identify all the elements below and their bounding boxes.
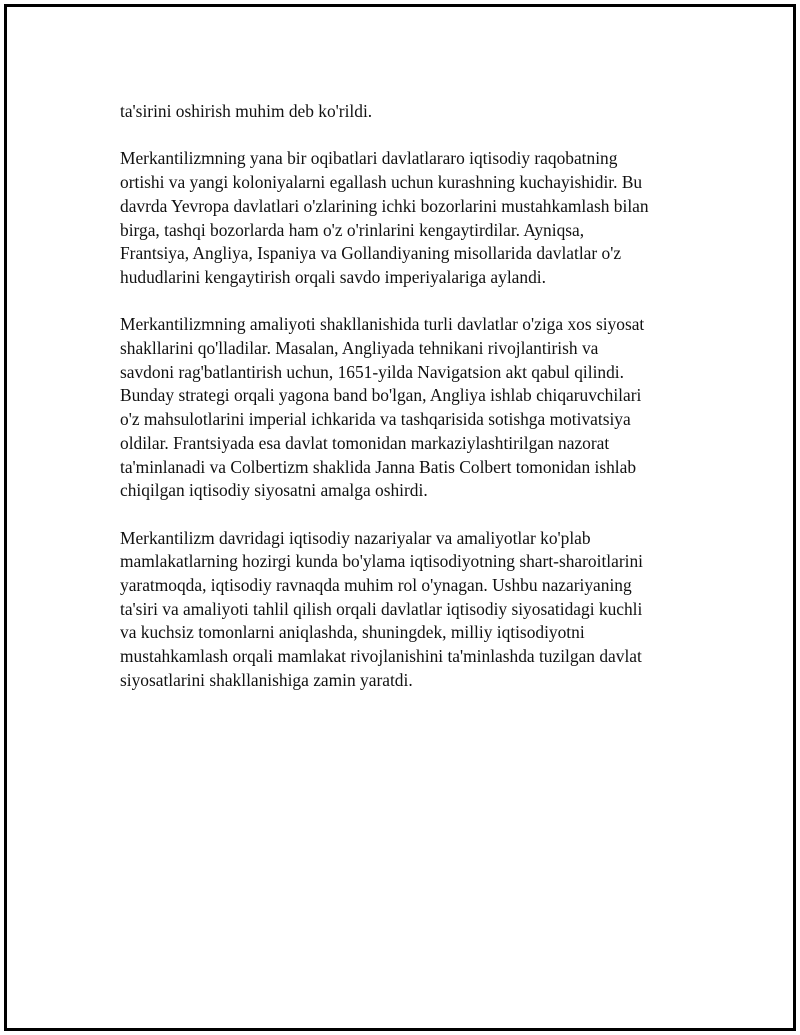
text-line: va kuchsiz tomonlarni aniqlashda, shuningdek, milliy iqtisodiyotni <box>120 622 585 643</box>
text-line: savdoni rag'batlantirish uchun, 1651-yilda Navigatsion akt qabul qilindi. <box>120 361 624 382</box>
text-line: mustahkamlash orqali mamlakat rivojlanishini ta'minlashda tuzilgan davlat <box>120 646 642 667</box>
document-body <box>120 100 686 716</box>
text-line: birga, tashqi bozorlarda ham o'z o'rinlarini kengaytirdilar. Ayniqsa, <box>120 219 585 240</box>
text-line: davrda Yevropa davlatlari o'zlarining ichki bozorlarini mustahkamlash bilan <box>120 195 649 216</box>
text-line: Merkantilizm davridagi iqtisodiy nazariyalar va amaliyotlar ko'plab <box>120 527 591 548</box>
text-line: mamlakatlarning hozirgi kunda bo'ylama iqtisodiyotning shart-sharoitlarini <box>120 551 643 572</box>
text-line: oldilar. Frantsiyada esa davlat tomonidan markaziylashtirilgan nazorat <box>120 432 610 453</box>
paragraph-3 <box>120 313 686 503</box>
text-line: yaratmoqda, iqtisodiy ravnaqda muhim rol o'ynagan. Ushbu nazariyaning <box>120 575 632 596</box>
text-line: Merkantilizmning amaliyoti shakllanishida turli davlatlar o'ziga xos siyosat <box>120 314 645 335</box>
text-line: Merkantilizmning yana bir oqibatlari davlatlararo iqtisodiy raqobatning <box>120 148 618 169</box>
paragraph-2 <box>120 147 686 289</box>
document-page <box>4 4 796 1031</box>
text-line: siyosatlarini shakllanishiga zamin yaratdi. <box>120 669 413 690</box>
paragraph-4 <box>120 527 686 693</box>
text-line: chiqilgan iqtisodiy siyosatni amalga oshirdi. <box>120 480 428 501</box>
text-line: ta'minlanadi va Colbertizm shaklida Janna Batis Colbert tomonidan ishlab <box>120 456 637 477</box>
text-line: ta'sirini oshirish muhim deb ko'rildi. <box>120 101 373 121</box>
text-line: hududlarini kengaytirish orqali savdo imperiyalariga aylandi. <box>120 266 546 287</box>
paragraph-1 <box>120 100 686 124</box>
text-line: ortishi va yangi koloniyalarni egallash uchun kurashning kuchayishidir. Bu <box>120 172 643 193</box>
text-line: shakllarini qo'lladilar. Masalan, Angliyada tehnikani rivojlantirish va <box>120 338 599 358</box>
text-line: o'z mahsulotlarini imperial ichkarida va tashqarisida sotishga motivatsiya <box>120 409 631 430</box>
text-line: Bunday strategi orqali yagona band bo'lgan, Angliya ishlab chiqaruvchilari <box>120 385 642 406</box>
text-line: ta'siri va amaliyoti tahlil qilish orqali davlatlar iqtisodiy siyosatidagi kuchli <box>120 598 643 619</box>
text-line: Frantsiya, Angliya, Ispaniya va Gollandiyaning misollarida davlatlar o'z <box>120 243 622 264</box>
